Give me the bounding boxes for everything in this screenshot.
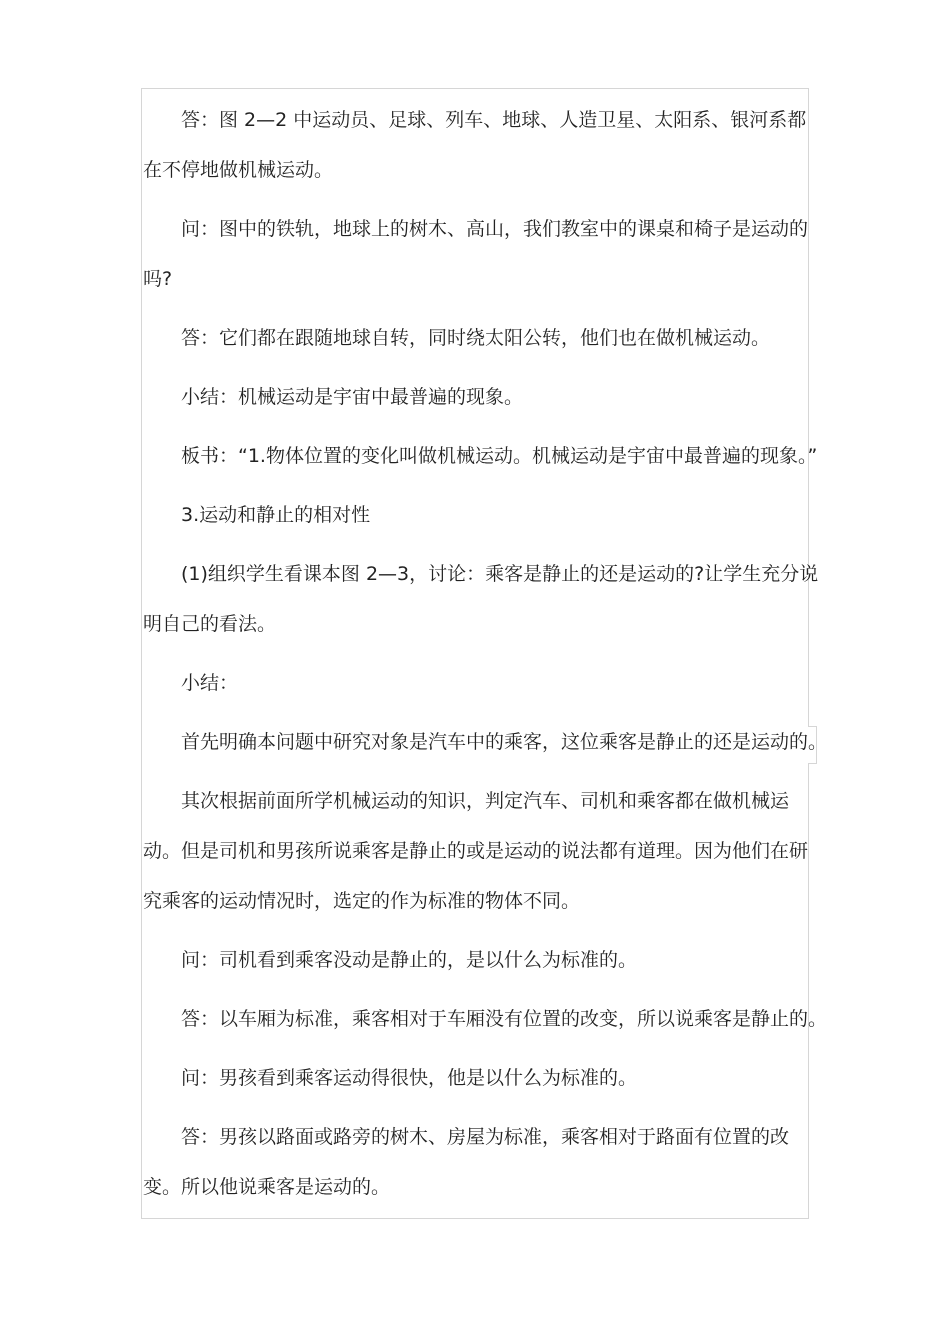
paragraph-summary-1: 小结：机械运动是宇宙中最普遍的现象。 xyxy=(181,386,524,408)
paragraph-section-heading: 3.运动和静止的相对性 xyxy=(181,504,371,526)
paragraph-second: 其次根据前面所学机械运动的知识，判定汽车、司机和乘客都在做机械运动。但是司机和男孩所说乘客是静止的或是运动的说法都有道理。因为他们在研究乘客的运动情况时，选定的作为标准的物体不同。 xyxy=(143,790,809,912)
paragraph-answer-4: 答：男孩以路面或路旁的树木、房屋为标准，乘客相对于路面有位置的改变。所以他说乘客是运动的。 xyxy=(143,1126,790,1198)
paragraph-answer-2: 答：它们都在跟随地球自转，同时绕太阳公转，他们也在做机械运动。 xyxy=(181,327,771,349)
paragraph-blackboard: 板书：“1.物体位置的变化叫做机械运动。机械运动是宇宙中最普遍的现象。” xyxy=(181,445,818,467)
paragraph-answer-1: 答：图 2—2 中运动员、足球、列车、地球、人造卫星、太阳系、银河系都在不停地做机械运动。 xyxy=(143,109,807,181)
paragraph-activity: (1)组织学生看课本图 2—3，讨论：乘客是静止的还是运动的?让学生充分说明自己的看法。 xyxy=(143,563,819,635)
paragraph-summary-label: 小结： xyxy=(181,672,239,694)
paragraph-first: 首先明确本问题中研究对象是汽车中的乘客，这位乘客是静止的还是运动的。 xyxy=(181,731,828,753)
paragraph-question-3: 问：男孩看到乘客运动得很快，他是以什么为标准的。 xyxy=(181,1067,638,1089)
paragraph-question-2: 问：司机看到乘客没动是静止的，是以什么为标准的。 xyxy=(181,949,638,971)
paragraph-answer-3: 答：以车厢为标准，乘客相对于车厢没有位置的改变，所以说乘客是静止的。 xyxy=(181,1008,828,1030)
document-body xyxy=(143,95,828,1221)
paragraph-question-1: 问：图中的铁轨，地球上的树木、高山，我们教室中的课桌和椅子是运动的吗? xyxy=(143,218,809,290)
